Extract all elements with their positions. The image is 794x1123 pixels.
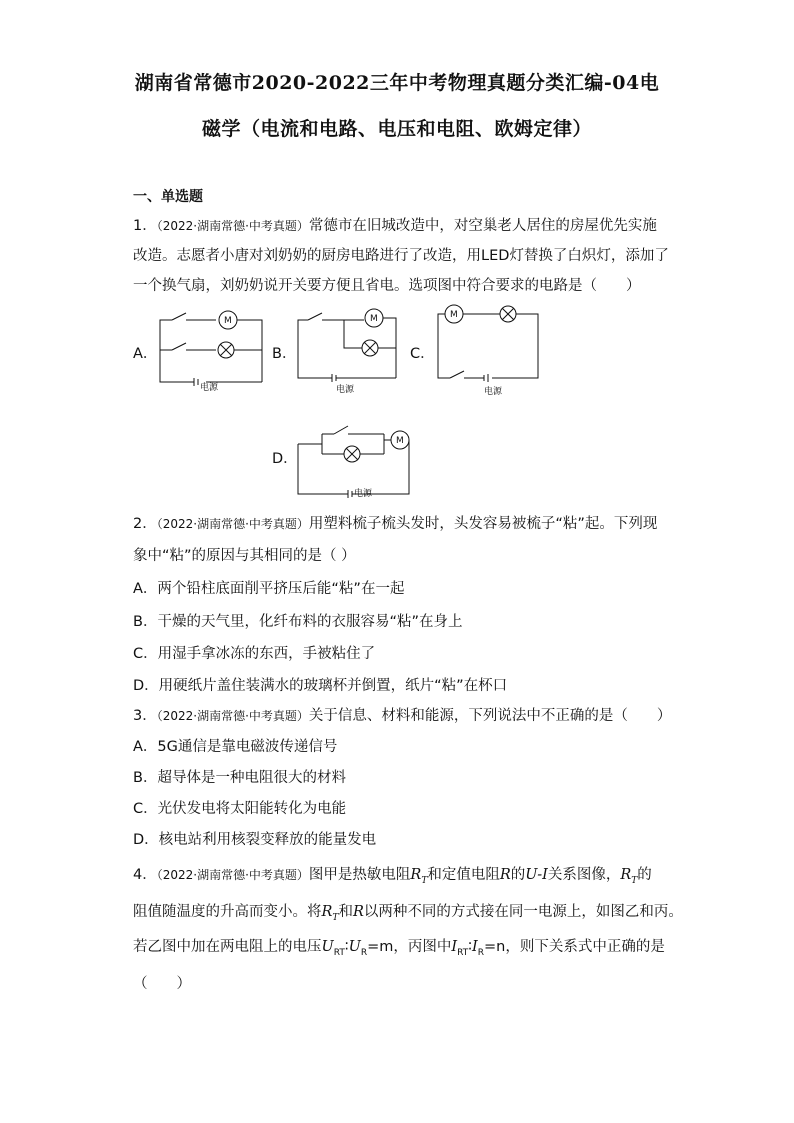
q1-option-b-label: B． xyxy=(272,346,297,362)
q1-circuit-a xyxy=(158,310,266,393)
q1-circuit-c xyxy=(434,304,542,398)
q1-d-power-label: 电源 xyxy=(354,489,373,499)
svg-text:M: M xyxy=(450,310,458,320)
q3-option-b: B．超导体是一种电阻很大的材料 xyxy=(133,770,346,786)
document-title-line-2: 磁学（电流和电路、电压和电阻、欧姆定律） xyxy=(201,118,592,140)
q1-number: 1． xyxy=(133,218,157,234)
q1-circuit-b xyxy=(296,308,400,394)
q1-line-3: 一个换气扇，刘奶奶说开关要方便且省电。选项图中符合要求的电路是（ ） xyxy=(133,278,641,294)
q2-option-b: B．干燥的天气里，化纤布料的衣服容易“粘”在身上 xyxy=(133,614,463,630)
q2-option-c: C．用湿手拿冰冻的东西，手被粘住了 xyxy=(133,646,376,662)
q1-option-a-label: A． xyxy=(133,346,158,362)
q1-line-2: 改造。志愿者小唐对刘奶奶的厨房电路进行了改造，用LED灯替换了白炽灯，添加了 xyxy=(133,248,669,264)
q2-option-d: D．用硬纸片盖住装满水的玻璃杯并倒置，纸片“粘”在杯口 xyxy=(133,678,508,694)
svg-text:M: M xyxy=(396,436,404,446)
q1-option-d-label: D． xyxy=(272,451,298,467)
svg-text:M: M xyxy=(370,314,378,324)
q2-text-1: 用塑料梳子梳头发时，头发容易被梳子“粘”起。下列现 xyxy=(308,516,658,532)
q4-source: （2022·湖南常德·中考真题） xyxy=(156,868,309,882)
q3-text-1: 关于信息、材料和能源，下列说法中不正确的是（ ） xyxy=(308,708,672,724)
document-title-line-1: 湖南省常德市2020-2022三年中考物理真题分类汇编-04电 xyxy=(134,72,660,94)
q2-option-a: A．两个铅柱底面削平挤压后能“粘”在一起 xyxy=(133,581,405,597)
q1-option-c-label: C． xyxy=(410,346,435,362)
q4-number: 4． xyxy=(133,867,157,883)
q4-line-1: 4．（2022·湖南常德·中考真题）图甲是热敏电阻$R_T$和定值电阻R的U-I关系图像，$R_T$的 xyxy=(133,867,652,886)
q1-source: （2022·湖南常德·中考真题） xyxy=(156,219,309,233)
q4-line-3: 若乙图中加在两电阻上的电压$U_{RT}∶U_R=m$，丙图中$I_{RT}∶I_R=n$，则下关系式中正确的是 xyxy=(133,939,665,958)
q2-line-1 xyxy=(133,512,657,533)
q4-line-2: 阻值随温度的升高而变小。将$R_T$和R以两种不同的方式接在同一电源上，如图乙和丙。 xyxy=(133,904,683,923)
q3-option-d: D．核电站利用核裂变释放的能量发电 xyxy=(133,832,377,848)
q3-option-c: C．光伏发电将太阳能转化为电能 xyxy=(133,801,347,817)
q2-line-2: 象中“粘”的原因与其相同的是（ ） xyxy=(133,548,356,564)
q1-circuit-d xyxy=(296,414,412,500)
q1-line-1 xyxy=(133,214,657,235)
q3-line-1 xyxy=(133,704,671,725)
q3-number: 3． xyxy=(133,708,157,724)
q1-c-power-label: 电源 xyxy=(484,387,503,397)
svg-text:M: M xyxy=(224,316,232,326)
section-heading: 一、单选题 xyxy=(133,189,203,205)
q3-option-a: A．5G通信是靠电磁波传递信号 xyxy=(133,739,338,755)
q1-a-power-label: 电源 xyxy=(200,383,219,393)
q4-line-4: （ ） xyxy=(133,976,191,992)
q2-source: （2022·湖南常德·中考真题） xyxy=(156,517,309,531)
q3-source: （2022·湖南常德·中考真题） xyxy=(156,709,309,723)
q1-text-1: 常德市在旧城改造中，对空巢老人居住的房屋优先实施 xyxy=(308,218,657,234)
q1-b-power-label: 电源 xyxy=(336,385,355,395)
q2-number: 2． xyxy=(133,516,157,532)
